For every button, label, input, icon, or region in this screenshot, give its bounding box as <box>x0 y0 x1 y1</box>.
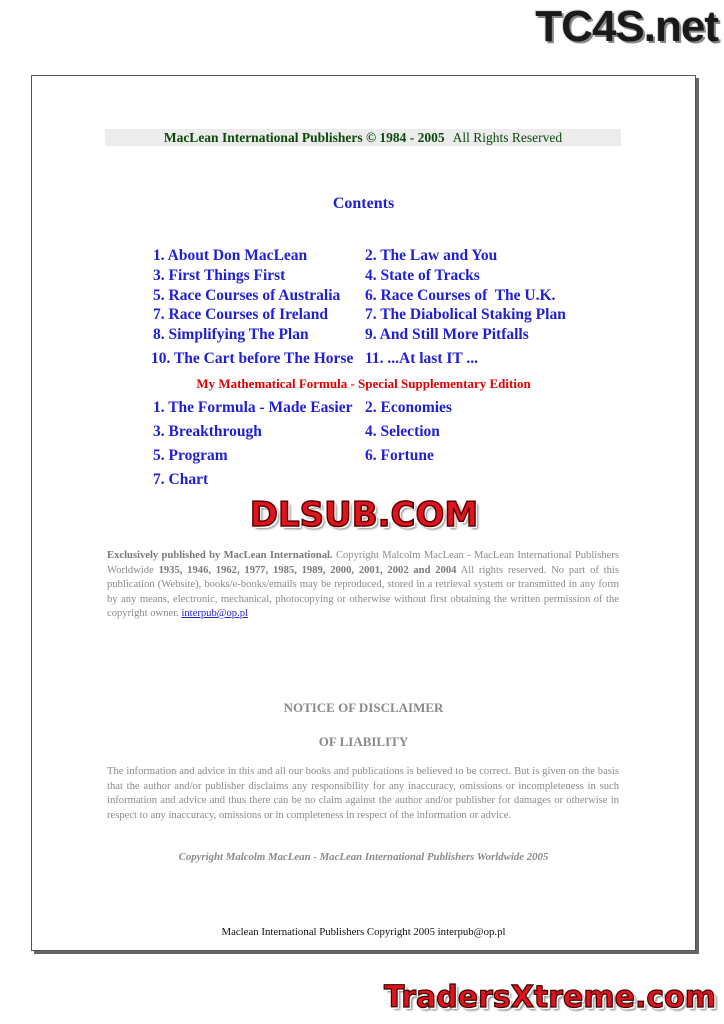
toc-item[interactable]: 5. Race Courses of Australia <box>153 287 341 304</box>
copyright-paragraph <box>107 549 619 622</box>
watermark-top: TC4S.net <box>535 2 718 51</box>
contents-title: Contents <box>332 195 395 212</box>
watermark-bottom: TradersXtreme.com <box>384 980 716 1015</box>
toc-item[interactable]: 2. The Law and You <box>365 247 498 264</box>
supplement-toc-item[interactable]: 2. Economies <box>365 399 452 416</box>
disclaimer-paragraph: The information and advice in this and all our books and publications is believed to be correct. But is given on the basis that the author and/or publisher disclaims any responsibility for any inaccuracy, omissions or incompleteness in such information and advice and thus there can be no claim against the author and/or publisher for damages or otherwise in respect to any inaccuracy, omissions or in completeness in respect of the information or advice. <box>107 766 619 821</box>
supplement-toc-item[interactable]: 1. The Formula - Made Easier <box>153 399 353 416</box>
copyright-line: Copyright Malcolm MacLean - MacLean International Publishers Worldwide 2005 <box>178 851 549 863</box>
toc-item[interactable]: 8. Simplifying The Plan <box>153 326 309 343</box>
copyright-rest: All rights reserved. No part of this publication (Website), books/e-books/emails may be reproduced, stored in a retrieval system or transmitted in any form by any means, electronic, mechanical, photocopying or otherwise without first obtaining the written permission of the copyright owner. <box>107 564 619 619</box>
supplement-title: My Mathematical Formula - Special Supplementary Edition <box>196 376 531 391</box>
toc-item[interactable]: 7. The Diabolical Staking Plan <box>365 306 566 323</box>
supplement-toc-item[interactable]: 5. Program <box>153 447 228 464</box>
publisher-bar-rights: All Rights Reserved <box>452 130 563 145</box>
supplement-toc-item[interactable]: 3. Breakthrough <box>153 423 262 440</box>
toc-item[interactable]: 11. ...At last IT ... <box>365 350 478 367</box>
notice-heading-line1: NOTICE OF DISCLAIMER <box>283 700 444 715</box>
page-footer: Maclean International Publishers Copyright 2005 interpub@op.pl <box>221 926 506 938</box>
document-page <box>31 75 696 951</box>
toc-item[interactable]: 7. Race Courses of Ireland <box>153 306 328 323</box>
copyright-lead: Exclusively published by MacLean International. <box>107 550 333 561</box>
watermark-dlsub-logo: DLSUB.COM <box>249 495 479 535</box>
supplement-toc-item[interactable]: 4. Selection <box>365 423 440 440</box>
toc-item[interactable]: 1. About Don MacLean <box>153 247 308 264</box>
copyright-years: 1935, 1946, 1962, 1977, 1985, 1989, 2000, 2001, 2002 and 2004 <box>158 564 457 576</box>
notice-heading-line2: OF LIABILITY <box>318 734 409 749</box>
copyright-text: Copyright Malcolm MacLean - MacLean International Publishers Worldwide <box>107 550 620 576</box>
supplement-toc-item[interactable]: 7. Chart <box>153 471 209 488</box>
publisher-bar-bold: MacLean International Publishers © 1984 - 2005 <box>163 130 445 145</box>
publisher-bar <box>105 129 621 146</box>
toc-item[interactable]: 10. The Cart before The Horse <box>151 350 354 367</box>
toc-item[interactable]: 3. First Things First <box>153 267 286 284</box>
toc-item[interactable]: 9. And Still More Pitfalls <box>365 326 529 343</box>
toc-item[interactable]: 6. Race Courses of The U.K. <box>365 287 556 304</box>
supplement-toc-item[interactable]: 6. Fortune <box>365 447 434 464</box>
toc-item[interactable]: 4. State of Tracks <box>365 267 480 284</box>
email-link[interactable]: interpub@op.pl <box>181 608 248 619</box>
